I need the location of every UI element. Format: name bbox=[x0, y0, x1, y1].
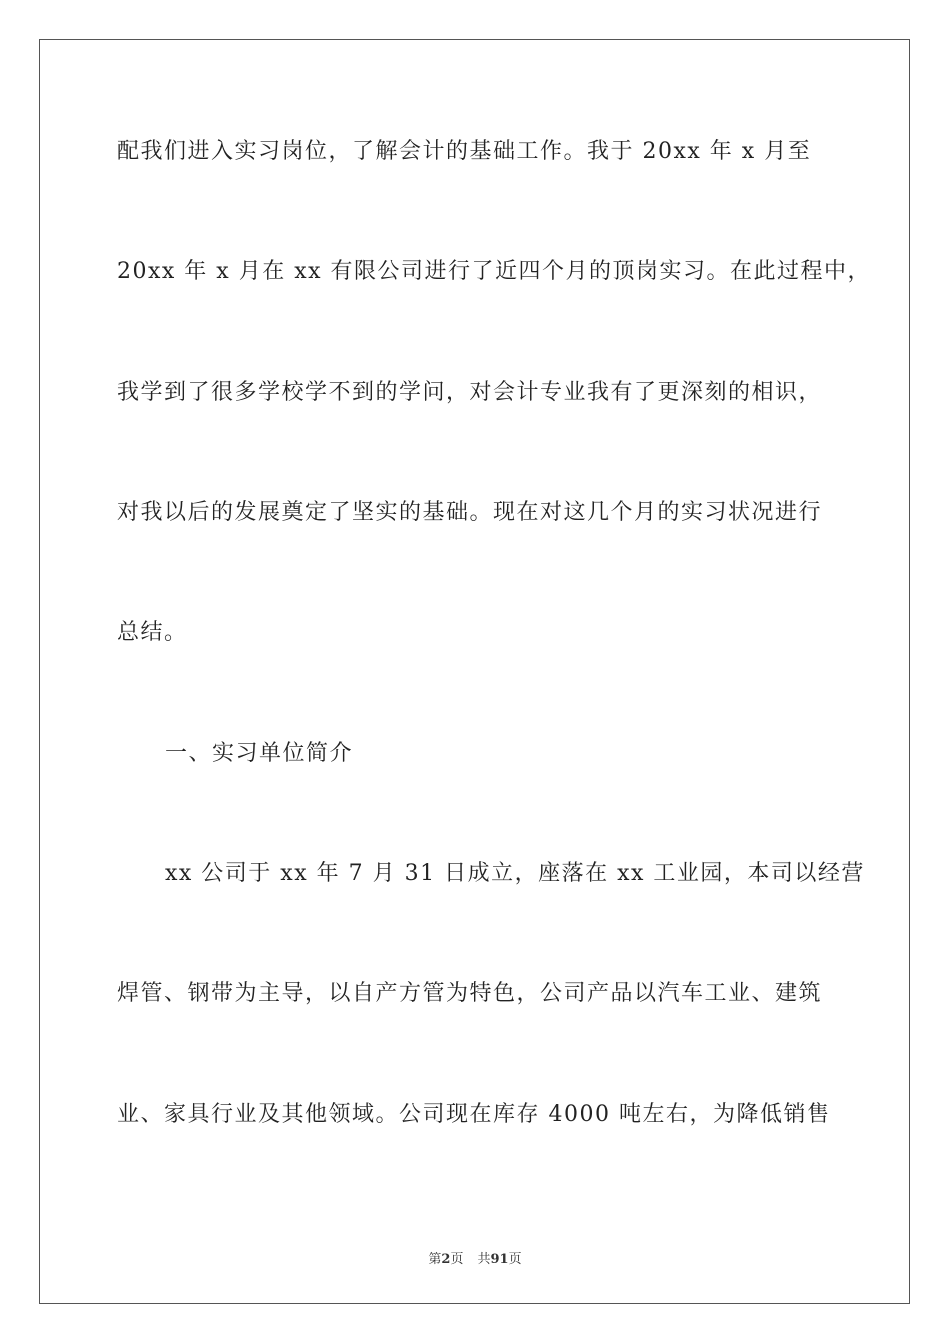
text-line-5: 总结。 bbox=[117, 620, 188, 645]
text-line-9: 业、家具行业及其他领域。公司现在库存 4000 吨左右，为降低销售 bbox=[117, 1102, 831, 1127]
text-line-7: xx 公司于 xx 年 7 月 31 日成立，座落在 xx 工业园，本司以经营 bbox=[165, 861, 865, 886]
total-suffix: 页 bbox=[508, 1252, 522, 1267]
text-line-3: 我学到了很多学校学不到的学问，对会计专业我有了更深刻的相识， bbox=[117, 380, 823, 405]
text-line-1: 配我们进入实习岗位，了解会计的基础工作。我于 20xx 年 x 月至 bbox=[117, 139, 812, 164]
total-pages: 91 bbox=[490, 1252, 509, 1267]
page-prefix: 第 bbox=[428, 1252, 442, 1267]
page-number: 2 bbox=[441, 1252, 451, 1267]
page-footer bbox=[0, 1248, 950, 1267]
text-line-8: 焊管、钢带为主导，以自产方管为特色，公司产品以汽车工业、建筑 bbox=[117, 981, 823, 1006]
text-line-2: 20xx 年 x 月在 xx 有限公司进行了近四个月的顶岗实习。在此过程中， bbox=[117, 259, 871, 284]
section-heading: 一、实习单位简介 bbox=[165, 741, 354, 766]
page-suffix: 页 bbox=[450, 1252, 464, 1267]
total-prefix: 共 bbox=[477, 1252, 491, 1267]
text-line-4: 对我以后的发展奠定了坚实的基础。现在对这几个月的实习状况进行 bbox=[117, 500, 823, 525]
